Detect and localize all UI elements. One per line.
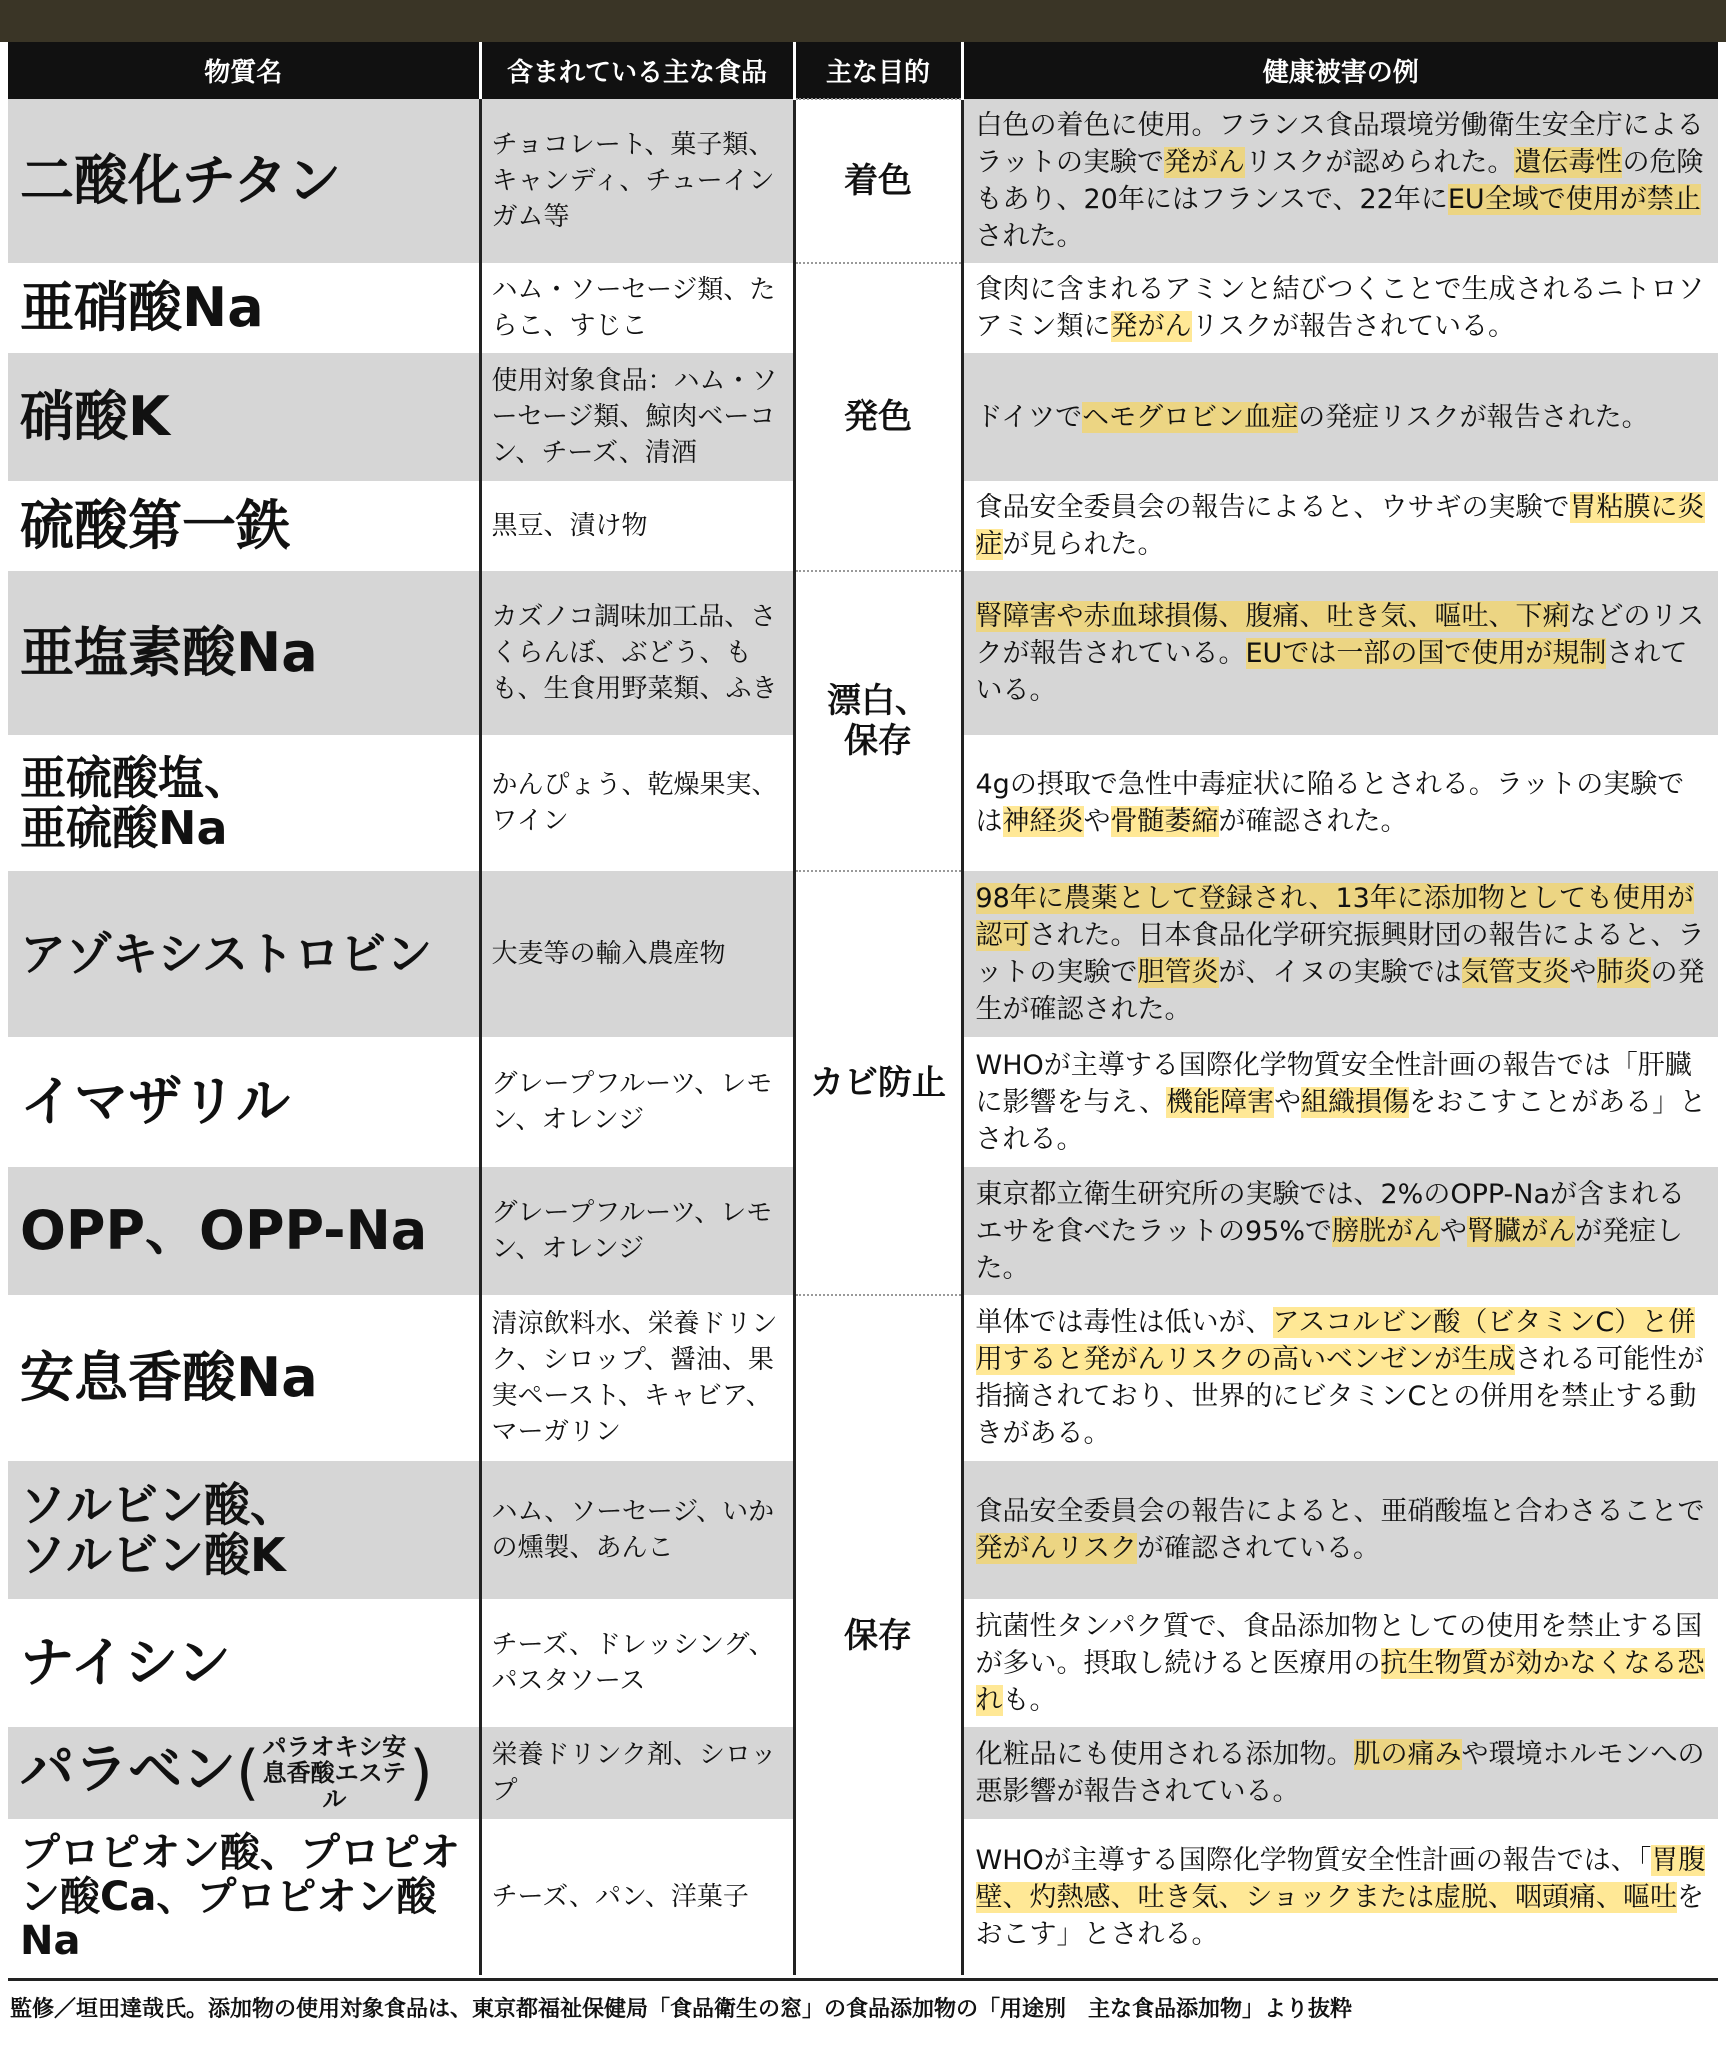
harm-text: WHOが主導する国際化学物質安全性計画の報告では「肝臓に影響を与え、機能障害や組織損傷をおこすことがある」とされる。 bbox=[962, 1037, 1718, 1167]
purpose-cell: 保存 bbox=[794, 1295, 962, 1975]
highlighted-phrase: ヘモグロビン血症 bbox=[1082, 401, 1299, 433]
food-list: 使用対象食品：ハム・ソーセージ類、鯨肉ベーコン、チーズ、清酒 bbox=[480, 353, 794, 481]
highlighted-phrase: 神経炎 bbox=[1002, 806, 1084, 837]
substance-name: アゾキシストロビン bbox=[8, 871, 480, 1037]
highlighted-phrase: 骨髄萎縮 bbox=[1110, 806, 1219, 837]
additive-table-wrapper bbox=[8, 42, 1718, 1975]
food-list: グレープフルーツ、レモン、オレンジ bbox=[480, 1037, 794, 1167]
top-bar bbox=[0, 0, 1726, 42]
food-additive-table bbox=[8, 42, 1718, 1975]
substance-name: 亜硫酸塩、 亜硫酸Na bbox=[8, 735, 480, 871]
substance-name: ナイシン bbox=[8, 1599, 480, 1727]
highlighted-phrase: 肺炎 bbox=[1596, 957, 1651, 988]
highlighted-phrase: 遺伝毒性 bbox=[1514, 147, 1623, 178]
header-foods: 含まれている主な食品 bbox=[480, 42, 794, 99]
highlighted-phrase: 98年に農薬として登録され、13年に添加物としても使用が認可 bbox=[975, 883, 1694, 951]
substance-name: パラベン( パラオキシ安息香酸エステル ) bbox=[8, 1727, 480, 1819]
paraben-name: パラベン bbox=[20, 1737, 236, 1801]
food-list: 大麦等の輸入農産物 bbox=[480, 871, 794, 1037]
food-list: ハム、ソーセージ、いかの燻製、あんこ bbox=[480, 1461, 794, 1599]
harm-text: 98年に農薬として登録され、13年に添加物としても使用が認可された。日本食品化学研究振興財団の報告によると、ラットの実験で胆管炎が、イヌの実験では気管支炎や肺炎の発生が確認された。 bbox=[962, 871, 1718, 1037]
substance-name: イマザリル bbox=[8, 1037, 480, 1167]
harm-text: 抗菌性タンパク質で、食品添加物としての使用を禁止する国が多い。摂取し続けると医療用の抗生物質が効かなくなる恐れも。 bbox=[962, 1599, 1718, 1727]
table-row bbox=[8, 571, 1718, 735]
substance-name: 亜塩素酸Na bbox=[8, 571, 480, 735]
highlighted-phrase: 腎障害や赤血球損傷、腹痛、吐き気、嘔吐、下痢 bbox=[975, 600, 1570, 632]
highlighted-phrase: 膀胱がん bbox=[1331, 1215, 1440, 1247]
substance-name: 硝酸K bbox=[8, 353, 480, 481]
table-row bbox=[8, 871, 1718, 1037]
highlighted-phrase: 腎臓がん bbox=[1466, 1215, 1575, 1247]
highlighted-phrase: 胃粘膜に炎症 bbox=[975, 492, 1705, 560]
substance-name: 亜硝酸Na bbox=[8, 263, 480, 353]
highlighted-phrase: アスコルビン酸（ビタミンC）と併用すると発がんリスクの高いベンゼンが生成 bbox=[975, 1307, 1696, 1375]
food-list: 黒豆、漬け物 bbox=[480, 481, 794, 571]
highlighted-phrase: 組織損傷 bbox=[1301, 1086, 1410, 1118]
harm-text: WHOが主導する国際化学物質安全性計画の報告では、「胃腹壁、灼熱感、吐き気、ショックまたは虚脱、咽頭痛、嘔吐をおこす」とされる。 bbox=[962, 1819, 1718, 1975]
highlighted-phrase: 発がん bbox=[1163, 147, 1245, 178]
food-list: 栄養ドリンク剤、シロップ bbox=[480, 1727, 794, 1819]
harm-text: 化粧品にも使用される添加物。肌の痛みや環境ホルモンへの悪影響が報告されている。 bbox=[962, 1727, 1718, 1819]
highlighted-phrase: 発がんリスク bbox=[975, 1533, 1137, 1564]
table-row bbox=[8, 1295, 1718, 1461]
harm-text: 食品安全委員会の報告によると、亜硝酸塩と合わさることで発がんリスクが確認されている。 bbox=[962, 1461, 1718, 1599]
footnote: 監修／垣田達哉氏。添加物の使用対象食品は、東京都福祉保健局「食品衛生の窓」の食品添加物の「用途別 主な食品添加物」より抜粋 bbox=[10, 1997, 1353, 2022]
substance-name: 硫酸第一鉄 bbox=[8, 481, 480, 571]
harm-text: ドイツでヘモグロビン血症の発症リスクが報告された。 bbox=[962, 353, 1718, 481]
header-purpose: 主な目的 bbox=[794, 42, 962, 99]
highlighted-phrase: 気管支炎 bbox=[1461, 957, 1570, 988]
header-row bbox=[8, 42, 1718, 99]
highlighted-phrase: 抗生物質が効かなくなる恐れ bbox=[975, 1647, 1705, 1716]
harm-text: 東京都立衛生研究所の実験では、2%のOPP-Naが含まれるエサを食べたラットの95%で膀胱がんや腎臓がんが発症した。 bbox=[962, 1167, 1718, 1295]
food-list: カズノコ調味加工品、さくらんぼ、ぶどう、もも、生食用野菜類、ふき bbox=[480, 571, 794, 735]
harm-text: 食肉に含まれるアミンと結びつくことで生成されるニトロソアミン類に発がんリスクが報告されている。 bbox=[962, 263, 1718, 353]
purpose-cell: カビ防止 bbox=[794, 871, 962, 1295]
food-list: かんぴょう、乾燥果実、ワイン bbox=[480, 735, 794, 871]
harm-text: 腎障害や赤血球損傷、腹痛、吐き気、嘔吐、下痢などのリスクが報告されている。EUでは一部の国で使用が規制されている。 bbox=[962, 571, 1718, 735]
food-list: チョコレート、菓子類、キャンディ、チューインガム等 bbox=[480, 99, 794, 263]
purpose-cell: 発色 bbox=[794, 263, 962, 571]
food-list: ハム・ソーセージ類、たらこ、すじこ bbox=[480, 263, 794, 353]
harm-text: 白色の着色に使用。フランス食品環境労働衛生安全庁によるラットの実験で発がんリスクが認められた。遺伝毒性の危険もあり、20年にはフランスで、22年にEU全域で使用が禁止された。 bbox=[962, 99, 1718, 263]
substance-name: 安息香酸Na bbox=[8, 1295, 480, 1461]
substance-name: 二酸化チタン bbox=[8, 99, 480, 263]
harm-text: 食品安全委員会の報告によると、ウサギの実験で胃粘膜に炎症が見られた。 bbox=[962, 481, 1718, 571]
highlighted-phrase: 機能障害 bbox=[1166, 1086, 1275, 1118]
food-list: 清涼飲料水、栄養ドリンク、シロップ、醤油、果実ペースト、キャビア、マーガリン bbox=[480, 1295, 794, 1461]
highlighted-phrase: 胆管炎 bbox=[1137, 957, 1219, 988]
substance-name: プロピオン酸、プロピオン酸Ca、プロピオン酸Na bbox=[8, 1819, 480, 1975]
food-list: チーズ、パン、洋菓子 bbox=[480, 1819, 794, 1975]
table-bottom-rule bbox=[8, 1978, 1718, 1981]
substance-name: ソルビン酸、 ソルビン酸K bbox=[8, 1461, 480, 1599]
highlighted-phrase: 胃腹壁、灼熱感、吐き気、ショックまたは虚脱、咽頭痛、嘔吐 bbox=[975, 1844, 1706, 1913]
highlighted-phrase: 発がん bbox=[1110, 311, 1192, 342]
harm-text: 単体では毒性は低いが、アスコルビン酸（ビタミンC）と併用すると発がんリスクの高いベンゼンが生成される可能性が指摘されており、世界的にビタミンCとの併用を禁止する動きがある。 bbox=[962, 1295, 1718, 1461]
paraben-subname: パラオキシ安息香酸エステル bbox=[262, 1733, 407, 1813]
header-substance: 物質名 bbox=[8, 42, 480, 99]
purpose-cell: 着色 bbox=[794, 99, 962, 263]
highlighted-phrase: EUでは一部の国で使用が規制 bbox=[1245, 637, 1607, 669]
highlighted-phrase: EU全域で使用が禁止 bbox=[1447, 184, 1701, 215]
food-list: グレープフルーツ、レモン、オレンジ bbox=[480, 1167, 794, 1295]
header-harm: 健康被害の例 bbox=[962, 42, 1718, 99]
highlighted-phrase: 肌の痛み bbox=[1353, 1739, 1462, 1770]
purpose-cell: 漂白、 保存 bbox=[794, 571, 962, 871]
substance-name: OPP、OPP-Na bbox=[8, 1167, 480, 1295]
table-row bbox=[8, 99, 1718, 263]
harm-text: 4gの摂取で急性中毒症状に陥るとされる。ラットの実験では神経炎や骨髄萎縮が確認された。 bbox=[962, 735, 1718, 871]
table-row bbox=[8, 263, 1718, 353]
food-list: チーズ、ドレッシング、パスタソース bbox=[480, 1599, 794, 1727]
